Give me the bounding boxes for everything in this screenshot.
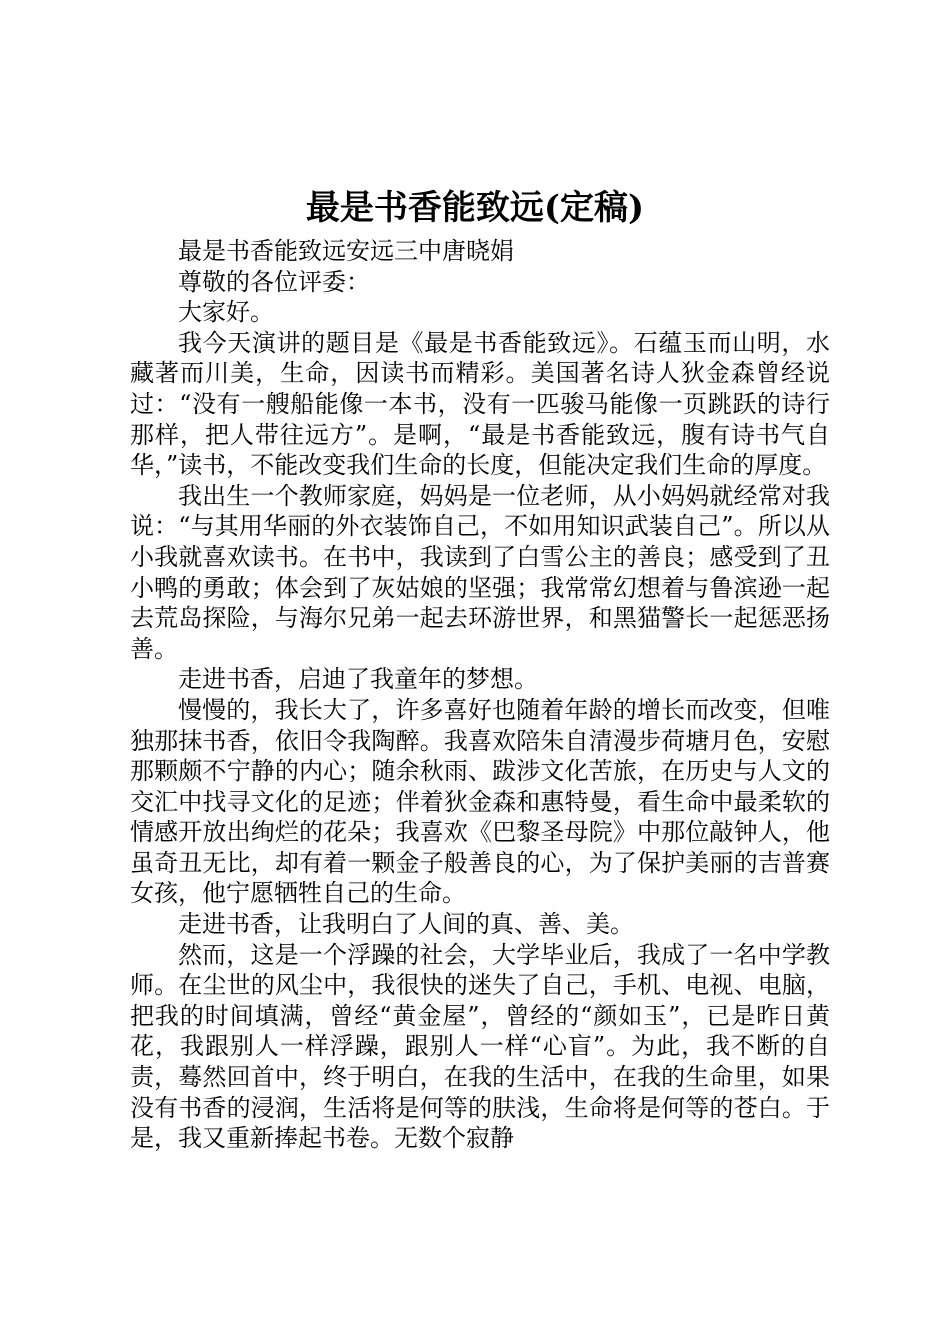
- paragraph-childhood: 我出生一个教师家庭，妈妈是一位老师，从小妈妈就经常对我说：“与其用华丽的外衣装饰自己，不如用知识武装自己”。所以从小我就喜欢读书。在书中，我读到了白雪公主的善良；感受到了丑小鸭的勇敢；体会到了灰姑娘的坚强；我常常幻想着与鲁滨逊一起去荒岛探险，与海尔兄弟一起去环游世界，和黑猫警长一起惩恶扬善。: [130, 481, 830, 663]
- paragraph-greeting: 大家好。: [178, 298, 274, 327]
- paragraph-childhood-summary: 走进书香，启迪了我童年的梦想。: [178, 665, 538, 694]
- paragraph-growing-up: 慢慢的，我长大了，许多喜好也随着年龄的增长而改变，但唯独那抹书香，依旧令我陶醉。我喜欢陪朱自清漫步荷塘月色，安慰那颗颇不宁静的内心；随余秋雨、跋涉文化苦旅，在历史与人文的交汇中找寻文化的足迹；伴着狄金森和惠特曼，看生命中最柔软的情感开放出绚烂的花朵；我喜欢《巴黎圣母院》中那位敲钟人，他虽奇丑无比，却有着一颗金子般善良的心，为了保护美丽的吉普赛女孩，他宁愿牺牲自己的生命。: [130, 695, 830, 908]
- document-title: 最是书香能致远(定稿): [305, 188, 645, 228]
- paragraph-growing-up-summary: 走进书香，让我明白了人间的真、善、美。: [178, 910, 634, 939]
- paragraph-salutation: 尊敬的各位评委：: [178, 267, 370, 296]
- paragraph-adulthood: 然而，这是一个浮躁的社会，大学毕业后，我成了一名中学教师。在尘世的风尘中，我很快的迷失了自己，手机、电视、电脑，把我的时间填满，曾经“黄金屋”，曾经的“颜如玉”，已是昨日黄花，我跟别人一样浮躁，跟别人一样“心盲”。为此，我不断的自责，蓦然回首中，终于明白，在我的生活中，在我的生命里，如果没有书香的浸润，生活将是何等的肤浅，生命将是何等的苍白。于是，我又重新捧起书卷。无数个寂静: [130, 940, 830, 1153]
- paragraph-intro: 我今天演讲的题目是《最是书香能致远》。石蕴玉而山明，水藏著而川美，生命，因读书而精彩。美国著名诗人狄金森曾经说过：“没有一艘船能像一本书，没有一匹骏马能像一页跳跃的诗行那样，把人带往远方”。是啊，“最是书香能致远，腹有诗书气自华，”读书，不能改变我们生命的长度，但能决定我们生命的厚度。: [130, 328, 830, 480]
- document-body: [130, 236, 830, 1154]
- paragraph-subtitle: 最是书香能致远安远三中唐晓娟: [178, 237, 514, 265]
